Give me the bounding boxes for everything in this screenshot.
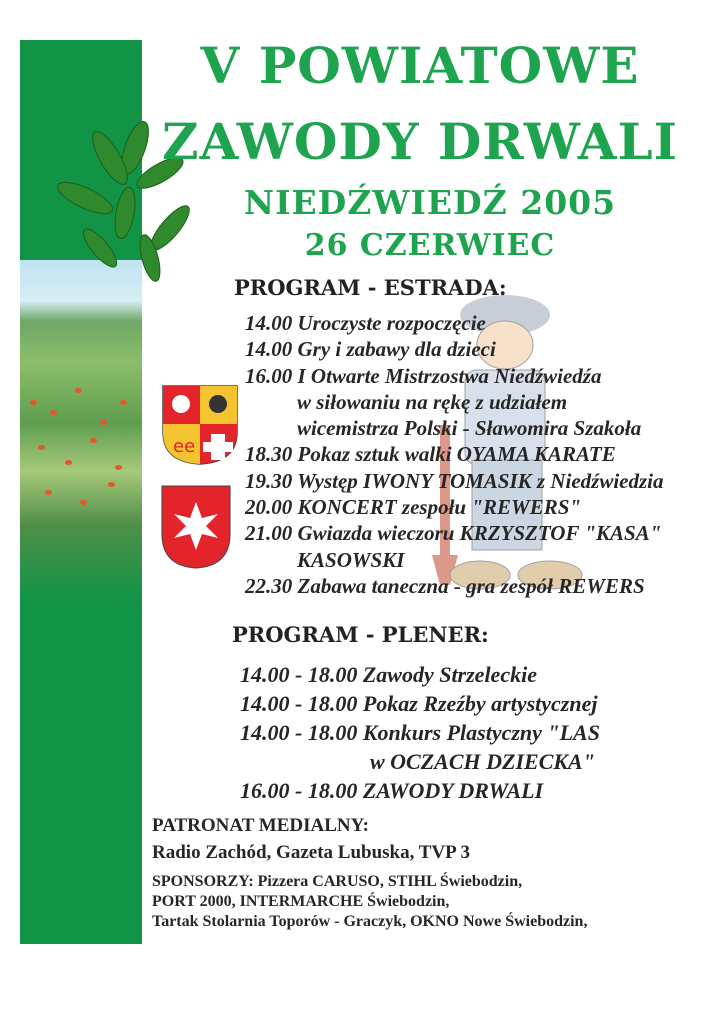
list-item: 20.00 KONCERT zespołu "REWERS" (245, 495, 582, 520)
list-item: 14.00 - 18.00 Konkurs Plastyczny "LAS (240, 720, 600, 745)
program-estrada-list (245, 310, 664, 599)
county-crest-icon (161, 384, 239, 466)
town-crest-icon (160, 484, 232, 569)
list-item: 22.30 Zabawa taneczna - gra zespół REWERS (245, 573, 645, 598)
media-patronage-text: Radio Zachód, Gazeta Lubuska, TVP 3 (152, 842, 470, 863)
sponsors-line: SPONSORZY: Pizzera CARUSO, STIHL Świebodzin, (152, 873, 523, 890)
svg-text:ee: ee (173, 436, 196, 457)
list-item: KASOWSKI (297, 547, 405, 572)
list-item: 14.00 Gry i zabawy dla dzieci (245, 337, 496, 362)
list-item: wicemistrza Polski - Sławomira Szakoła (297, 416, 642, 441)
title-line-1: V POWIATOWE (200, 36, 640, 95)
sponsors-line: Tartak Stolarnia Toporów - Graczyk, OKNO Nowe Świebodzin, (152, 913, 588, 930)
media-patronage (152, 812, 470, 866)
program-estrada-heading: PROGRAM - ESTRADA: (234, 275, 507, 300)
list-item: 21.00 Gwiazda wieczoru KRZYSZTOF "KASA" (245, 521, 662, 546)
sponsors (152, 872, 587, 932)
program-plener-heading: PROGRAM - PLENER: (232, 622, 489, 647)
list-item: w OCZACH DZIECKA" (370, 749, 595, 774)
list-item: 19.30 Występ IWONY TOMASIK z Niedźwiedzia (245, 468, 664, 493)
title-date: 26 CZERWIEC (304, 228, 556, 263)
sponsors-line: PORT 2000, INTERMARCHE Świebodzin, (152, 893, 450, 910)
title-line-2: ZAWODY DRWALI (161, 112, 679, 171)
list-item: 18.30 Pokaz sztuk walki OYAMA KARATE (245, 442, 616, 467)
list-item: 16.00 - 18.00 ZAWODY DRWALI (240, 778, 544, 803)
list-item: 14.00 - 18.00 Pokaz Rzeźby artystycznej (240, 691, 598, 716)
list-item: 16.00 I Otwarte Mistrzostwa Niedźwiedźa (245, 363, 602, 388)
program-plener-list (240, 660, 600, 805)
title-place-year: NIEDŹWIEDŹ 2005 (243, 183, 617, 222)
list-item: 14.00 Uroczyste rozpoczęcie (245, 311, 486, 335)
list-item: 14.00 - 18.00 Zawody Strzeleckie (240, 662, 537, 687)
meadow-photo (20, 260, 142, 600)
list-item: w siłowaniu na rękę z udziałem (297, 389, 568, 414)
media-patronage-heading: PATRONAT MEDIALNY: (152, 815, 369, 836)
